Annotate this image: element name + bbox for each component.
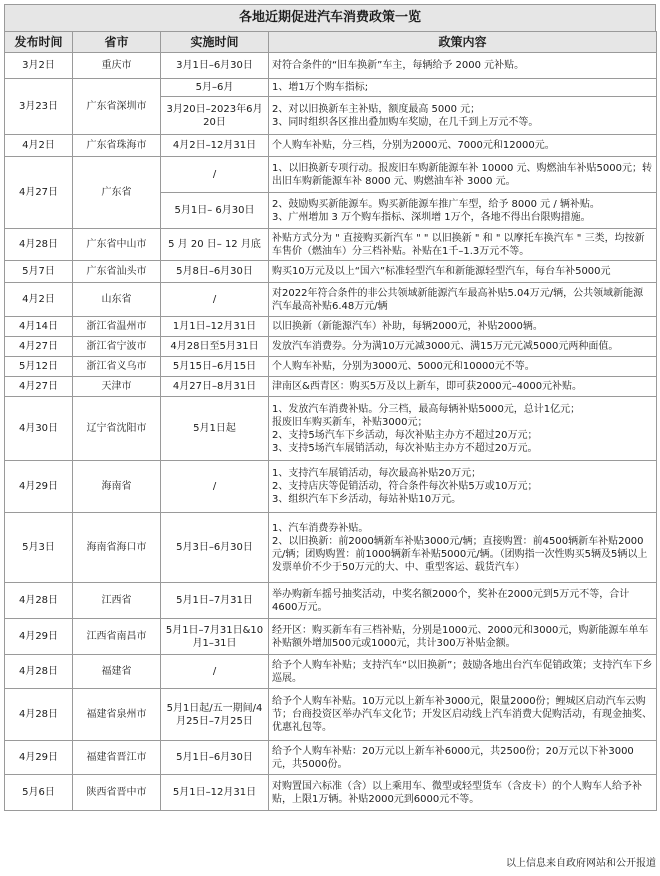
- cell-content: 1、发放汽车消费补贴。分三档，最高每辆补贴5000元，总计1亿元； 报废旧车购买新车，补贴3000元； 2、支持5场汽车下乡活动，每次补贴主办方不超过20万元； 3、支持5场汽车展销活动，每次补贴主办方不超过20万元。: [269, 397, 657, 461]
- cell-date: 5月3日: [5, 513, 73, 583]
- cell-region: 广东省珠海市: [73, 135, 161, 157]
- table-row: [5, 283, 657, 317]
- cell-date: 4月28日: [5, 689, 73, 741]
- table-row: [5, 357, 657, 377]
- cell-content: 2、对以旧换新车主补贴，额度最高 5000 元； 3、同时组织各区推出叠加购车奖励，在几千到上万元不等。: [269, 97, 657, 135]
- cell-period: /: [161, 283, 269, 317]
- cell-content: 2、鼓励购买新能源车。购买新能源车推广车型，给予 8000 元 / 辆补贴。 3、广州增加 3 万个购车指标、深圳增 1万个，各地不得出台限购措施。: [269, 193, 657, 229]
- cell-period: 3月1日–6月30日: [161, 53, 269, 79]
- table-row: [5, 689, 657, 741]
- cell-content: 经开区：购买新车有三档补贴，分别是1000元、2000元和3000元，购新能源车单车补贴额外增加500元或1000元，共计300万补贴金额。: [269, 619, 657, 655]
- cell-date: 3月23日: [5, 79, 73, 135]
- cell-content: 对购置国六标准（含）以上乘用车、微型或轻型货车（含皮卡）的个人购车人给予补贴，上限1万辆。补贴2000元到6000元不等。: [269, 775, 657, 811]
- table-row: [5, 337, 657, 357]
- cell-date: 4月28日: [5, 229, 73, 261]
- cell-date: 3月2日: [5, 53, 73, 79]
- cell-region: 浙江省温州市: [73, 317, 161, 337]
- cell-date: 4月29日: [5, 619, 73, 655]
- cell-period: 5月3日–6月30日: [161, 513, 269, 583]
- cell-date: 5月12日: [5, 357, 73, 377]
- cell-content: 个人购车补贴，分三档，分别为2000元、7000元和12000元。: [269, 135, 657, 157]
- policy-sheet: [4, 4, 656, 811]
- cell-content: 给予个人购车补贴。10万元以上新车补3000元，限量2000份；鲤城区启动汽车云购节；台商投资区举办汽车文化节；开发区启动线上汽车消费大促购活动，有现金抽奖、优惠礼包等。: [269, 689, 657, 741]
- cell-region: 福建省: [73, 655, 161, 689]
- cell-region: 海南省海口市: [73, 513, 161, 583]
- cell-content: 发放汽车消费券。分为满10万元减3000元、满15万元元减5000元两种面值。: [269, 337, 657, 357]
- cell-period: 5月–6月: [161, 79, 269, 97]
- table-row: [5, 135, 657, 157]
- cell-period: 5月8日–6月30日: [161, 261, 269, 283]
- cell-content: 以旧换新（新能源汽车）补助，每辆2000元，补贴2000辆。: [269, 317, 657, 337]
- table-row: [5, 79, 657, 97]
- cell-period: 1月1日–12月31日: [161, 317, 269, 337]
- policy-table: [4, 31, 657, 811]
- cell-period: 4月27日–8月31日: [161, 377, 269, 397]
- cell-period: 5 月 20 日– 12 月底: [161, 229, 269, 261]
- cell-region: 山东省: [73, 283, 161, 317]
- table-row: [5, 53, 657, 79]
- cell-date: 4月29日: [5, 461, 73, 513]
- cell-period: 5月1日起: [161, 397, 269, 461]
- cell-region: 广东省深圳市: [73, 79, 161, 135]
- cell-date: 4月2日: [5, 135, 73, 157]
- cell-region: 重庆市: [73, 53, 161, 79]
- table-row: [5, 157, 657, 193]
- cell-period: 4月28日至5月31日: [161, 337, 269, 357]
- table-row: [5, 775, 657, 811]
- header-region: 省市: [73, 32, 161, 53]
- header-date: 发布时间: [5, 32, 73, 53]
- cell-region: 江西省: [73, 583, 161, 619]
- cell-region: 天津市: [73, 377, 161, 397]
- cell-period: 5月1日– 6月30日: [161, 193, 269, 229]
- cell-content: 1、支持汽车展销活动，每次最高补贴20万元； 2、支持店庆等促销活动，符合条件每次补贴5万或10万元； 3、组织汽车下乡活动，每站补贴10万元。: [269, 461, 657, 513]
- table-row: [5, 397, 657, 461]
- cell-date: 4月28日: [5, 655, 73, 689]
- cell-content: 津南区&西青区：购买5万及以上新车，即可获2000元–4000元补贴。: [269, 377, 657, 397]
- cell-region: 广东省中山市: [73, 229, 161, 261]
- cell-date: 4月27日: [5, 377, 73, 397]
- cell-content: 个人购车补贴，分别为3000元、5000元和10000元不等。: [269, 357, 657, 377]
- cell-region: 广东省: [73, 157, 161, 229]
- cell-region: 陕西省晋中市: [73, 775, 161, 811]
- table-row: [5, 377, 657, 397]
- table-row: [5, 741, 657, 775]
- cell-content: 对2022年符合条件的非公共领域新能源汽车最高补贴5.04万元/辆，公共领域新能源汽车最高补贴6.48万元/辆: [269, 283, 657, 317]
- table-row: [5, 655, 657, 689]
- cell-content: 购买10万元及以上“国六”标准轻型汽车和新能源轻型汽车，每台车补5000元: [269, 261, 657, 283]
- cell-date: 4月30日: [5, 397, 73, 461]
- table-row: [5, 261, 657, 283]
- cell-period: 5月1日–12月31日: [161, 775, 269, 811]
- cell-period: /: [161, 157, 269, 193]
- cell-date: 4月29日: [5, 741, 73, 775]
- table-title: 各地近期促进汽车消费政策一览: [4, 4, 656, 31]
- cell-date: 4月28日: [5, 583, 73, 619]
- header-content: 政策内容: [269, 32, 657, 53]
- cell-content: 1、汽车消费券补贴。 2、以旧换新：前2000辆新车补贴3000元/辆；直接购置：前4500辆新车补贴2000元/辆；团购购置：前1000辆新车补贴5000元/辆。（团购指一次性购买5辆及5辆以上发票单价不少于50万元的大、中、重型客运、载货汽车）: [269, 513, 657, 583]
- cell-content: 补贴方式分为 " 直接购买新汽车 " " 以旧换新 " 和 " 以摩托车换汽车 " 三类，均按新车售价（燃油车）分三档补贴。补贴在1千–1.3万元不等。: [269, 229, 657, 261]
- header-period: 实施时间: [161, 32, 269, 53]
- cell-period: 5月1日–7月31日&10月1–31日: [161, 619, 269, 655]
- table-row: [5, 461, 657, 513]
- cell-region: 辽宁省沈阳市: [73, 397, 161, 461]
- cell-date: 5月6日: [5, 775, 73, 811]
- cell-content: 1、以旧换新专项行动。报废旧车购新能源车补 10000 元、购燃油车补贴5000元；转出旧车购新能源车补 8000 元、购燃油车补 3000 元。: [269, 157, 657, 193]
- table-row: [5, 229, 657, 261]
- cell-date: 4月2日: [5, 283, 73, 317]
- cell-region: 浙江省义乌市: [73, 357, 161, 377]
- cell-period: 3月20日–2023年6月20日: [161, 97, 269, 135]
- cell-content: 给予个人购车补贴；支持汽车“以旧换新”；鼓励各地出台汽车促销政策；支持汽车下乡巡展。: [269, 655, 657, 689]
- cell-date: 5月7日: [5, 261, 73, 283]
- cell-content: 对符合条件的“旧车换新”车主，每辆给予 2000 元补贴。: [269, 53, 657, 79]
- table-row: [5, 619, 657, 655]
- cell-region: 海南省: [73, 461, 161, 513]
- table-row: [5, 583, 657, 619]
- cell-date: 4月27日: [5, 157, 73, 229]
- table-row: [5, 513, 657, 583]
- source-note: 以上信息来自政府网站和公开报道: [506, 858, 656, 869]
- cell-region: 江西省南昌市: [73, 619, 161, 655]
- cell-period: 5月1日–7月31日: [161, 583, 269, 619]
- cell-region: 广东省汕头市: [73, 261, 161, 283]
- cell-period: 5月1日起/五一期间/4月25日–7月25日: [161, 689, 269, 741]
- cell-region: 福建省晋江市: [73, 741, 161, 775]
- cell-date: 4月14日: [5, 317, 73, 337]
- header-row: [5, 32, 657, 53]
- cell-region: 福建省泉州市: [73, 689, 161, 741]
- cell-content: 举办购新车摇号抽奖活动，中奖名额2000个，奖补在2000元到5万元不等，合计4600万元。: [269, 583, 657, 619]
- cell-region: 浙江省宁波市: [73, 337, 161, 357]
- cell-date: 4月27日: [5, 337, 73, 357]
- cell-period: /: [161, 461, 269, 513]
- cell-period: /: [161, 655, 269, 689]
- cell-period: 4月2日–12月31日: [161, 135, 269, 157]
- cell-content: 给予个人购车补贴：20万元以上新车补6000元，共2500份；20万元以下补3000元，共5000份。: [269, 741, 657, 775]
- table-row: [5, 317, 657, 337]
- cell-content: 1、增1万个购车指标;: [269, 79, 657, 97]
- cell-period: 5月15日–6月15日: [161, 357, 269, 377]
- cell-period: 5月1日–6月30日: [161, 741, 269, 775]
